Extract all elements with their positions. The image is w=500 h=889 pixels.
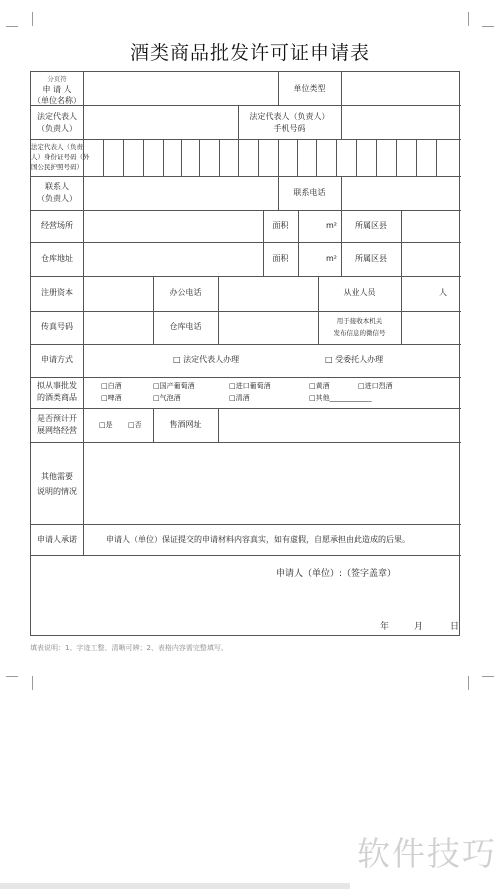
sqm-unit: m² (326, 254, 337, 263)
id-cell-divider (199, 139, 200, 176)
warehouse-address-label: 仓库地址 (41, 254, 73, 263)
online-label: 展网络经营 (37, 426, 77, 435)
id-number-label: 人）身份证号码（外 (31, 153, 90, 161)
commitment-label: 申请人承诺 (37, 535, 77, 544)
online-label: 是否预计开 (37, 414, 77, 423)
district-label: 所属区县 (355, 221, 387, 230)
row-divider (31, 377, 461, 378)
id-cell-divider (396, 139, 397, 176)
goods-label: 的酒类商品 (37, 393, 77, 402)
other-notes-label: 其他需要 (41, 472, 73, 481)
contact-label: 联系人 (45, 182, 69, 191)
online-site-label: 售酒网址 (169, 420, 202, 429)
commitment-text: 申请人（单位）保证提交的申请材料内容真实，如有虚假，自愿承担由此造成的后果。 (106, 535, 410, 544)
row-divider (31, 524, 461, 525)
legal-rep-sub-label: （负责人） (37, 124, 77, 133)
id-cell-divider (123, 139, 124, 176)
method-option-proxy[interactable]: □ 受委托人办理 (325, 355, 384, 364)
id-cell-divider (278, 139, 279, 176)
row-divider (31, 276, 461, 277)
row-divider (31, 344, 461, 345)
apply-method-label: 申请方式 (41, 355, 73, 364)
col-divider (218, 408, 219, 442)
month-label: 月 (414, 622, 424, 632)
fax-label: 传真号码 (41, 322, 73, 331)
id-cell-divider (356, 139, 357, 176)
applicant-label: 申 请 人 (42, 85, 72, 94)
online-yes-option[interactable]: □是 (99, 421, 113, 429)
id-number-label: 国公民护照号码） (31, 163, 83, 171)
office-phone-label: 办公电话 (169, 288, 202, 297)
goods-option[interactable]: □清酒 (229, 394, 250, 402)
id-cell-divider (416, 139, 417, 176)
row-divider (31, 555, 461, 556)
id-cell-divider (316, 139, 317, 176)
row-divider (31, 210, 461, 211)
id-cell-divider (336, 139, 337, 176)
goods-option[interactable]: □黄酒 (309, 382, 330, 390)
contact-phone-label: 联系电话 (293, 188, 326, 197)
sqm-unit: m² (326, 221, 337, 230)
id-cell-divider (376, 139, 377, 176)
id-number-label: 法定代表人（负责 (31, 143, 83, 151)
crop-mark (18, 676, 33, 690)
id-cell-divider (143, 139, 144, 176)
wechat-label: 发布信息的微信号 (333, 329, 386, 337)
reg-capital-label: 注册资本 (41, 288, 73, 297)
crop-mark (18, 12, 33, 26)
wechat-label: 用于接收本机关 (336, 317, 383, 325)
district-label: 所属区县 (355, 254, 387, 263)
footer-note: 填表说明：1、字迹工整、清晰可辨；2、表格内容需完整填写。 (30, 644, 228, 652)
signature-label: 申请人（单位）:（签字盖章） (276, 569, 397, 579)
area-label: 面积 (272, 221, 289, 230)
page-title: 酒类商品批发许可证申请表 (129, 42, 370, 64)
crop-mark (6, 26, 18, 27)
area-label: 面积 (272, 254, 289, 263)
method-option-legal-rep[interactable]: □ 法定代表人办理 (173, 355, 240, 364)
id-cell-divider (258, 139, 259, 176)
id-cell-divider (436, 139, 437, 176)
other-notes-label: 说明的情况 (37, 487, 77, 496)
contact-sub-label: （负责人） (37, 194, 77, 203)
persons-unit: 人 (439, 288, 447, 297)
id-cell-divider (219, 139, 220, 176)
legal-rep-phone-sub-label: 手机号码 (273, 124, 306, 133)
unit-type-label: 单位类型 (293, 84, 326, 93)
col-divider (218, 276, 219, 344)
id-cell-divider (297, 139, 298, 176)
row-divider (31, 408, 461, 409)
legal-rep-label: 法定代表人 (37, 112, 77, 121)
year-label: 年 (380, 622, 390, 632)
goods-option[interactable]: □白酒 (101, 382, 122, 390)
col-divider (401, 210, 402, 276)
goods-option[interactable]: □气泡酒 (153, 394, 181, 402)
online-no-option[interactable]: □否 (128, 421, 142, 429)
application-form (30, 71, 460, 636)
page-break-tag: 分页符 (47, 75, 67, 83)
row-divider (31, 176, 461, 177)
crop-mark (482, 26, 494, 27)
row-divider (31, 311, 461, 312)
col-divider (341, 105, 342, 139)
crop-mark (482, 676, 494, 677)
goods-option[interactable]: □啤酒 (101, 394, 122, 402)
crop-mark (468, 12, 483, 26)
col-divider (341, 72, 342, 105)
crop-mark (6, 676, 18, 677)
id-cell-divider (163, 139, 164, 176)
horizontal-scrollbar[interactable] (0, 883, 350, 889)
day-label: 日 (450, 622, 460, 632)
goods-option-other[interactable]: □其他____________ (309, 394, 372, 402)
goods-option[interactable]: □进口烈酒 (358, 382, 393, 390)
col-divider (341, 176, 342, 210)
watermark: 软件技巧 (357, 834, 497, 873)
crop-mark (468, 676, 483, 690)
id-cell-divider (238, 139, 239, 176)
row-divider (31, 105, 461, 106)
row-divider (31, 242, 461, 243)
warehouse-phone-label: 仓库电话 (169, 322, 202, 331)
goods-option[interactable]: □进口葡萄酒 (229, 382, 271, 390)
goods-label: 拟从事批发 (37, 381, 77, 390)
applicant-sub-label: （单位名称） (33, 96, 81, 105)
goods-option[interactable]: □国产葡萄酒 (153, 382, 195, 390)
col-divider (83, 72, 84, 555)
legal-rep-phone-label: 法定代表人（负责人） (249, 112, 330, 121)
row-divider (31, 442, 461, 443)
id-cell-divider (181, 139, 182, 176)
employees-label: 从业人员 (343, 288, 376, 297)
id-cell-divider (103, 139, 104, 176)
business-site-label: 经营场所 (41, 221, 73, 230)
